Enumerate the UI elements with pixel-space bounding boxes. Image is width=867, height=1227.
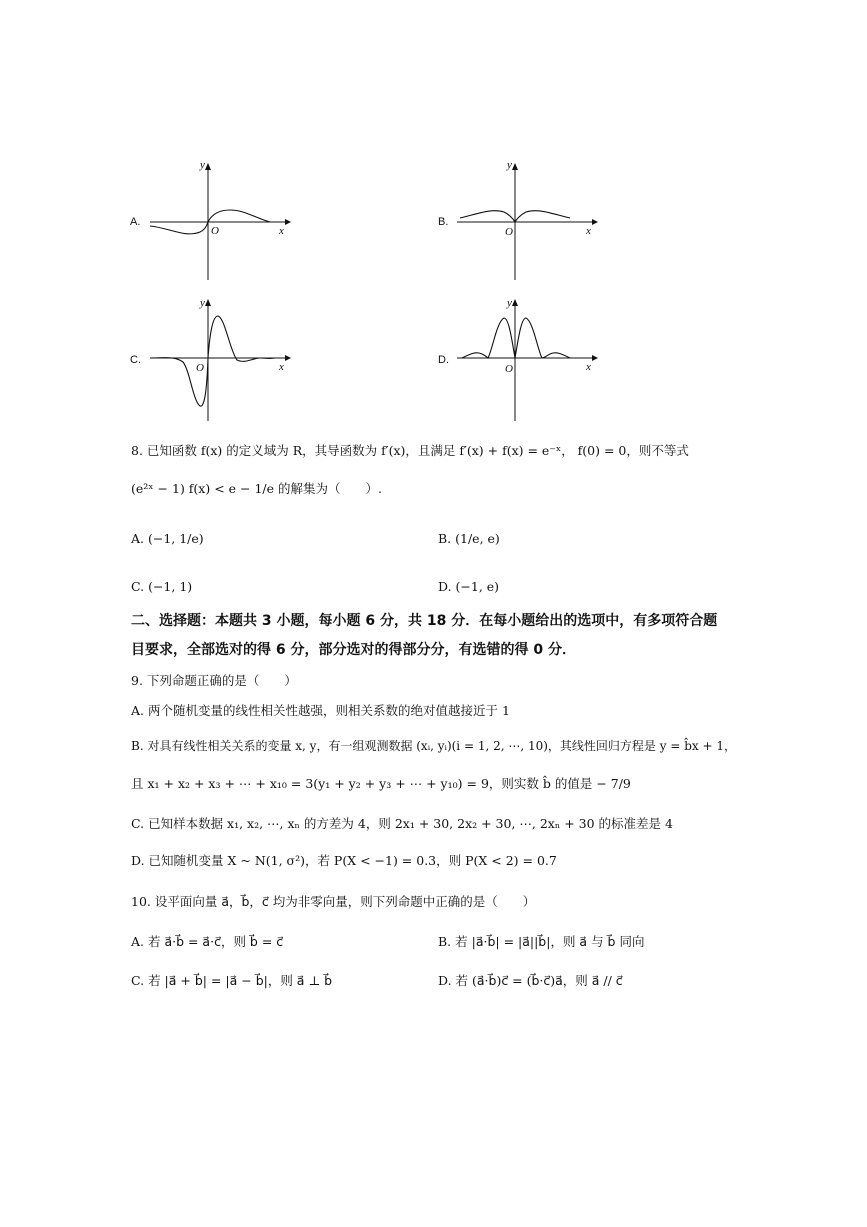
q9-stem: 9. 下列命题正确的是（ ）: [131, 673, 297, 688]
q9-option-c: C. 已知样本数据 x₁, x₂, ⋯, xₙ 的方差为 4，则 2x₁ + 30, 2x₂ + 30, ⋯, 2xₙ + 30 的标准差是 4: [131, 816, 673, 831]
q9-option-a: A. 两个随机变量的线性相关性越强，则相关系数的绝对值越接近于 1: [131, 703, 510, 718]
q10-stem: 10. 设平面向量 a⃗，b⃗，c⃗ 均为非零向量，则下列命题中正确的是（ ）: [131, 894, 536, 909]
option-c-label: C.: [130, 354, 141, 366]
q10-option-a: A. 若 a⃗·b⃗ = a⃗·c⃗，则 b⃗ = c⃗: [131, 934, 284, 949]
section-2-header-line2: 目要求，全部选对的得 6 分，部分选对的得部分分，有选错的得 0 分．: [131, 642, 576, 658]
x-axis-label: x: [586, 361, 591, 373]
graph-a: [145, 160, 295, 285]
q8-stem-line2: (e²ˣ − 1) f(x) < e − 1/e 的解集为（ ）.: [131, 481, 382, 496]
q9-option-d: D. 已知随机变量 X ~ N(1, σ²)，若 P(X < −1) = 0.3，则 P(X < 2) = 0.7: [131, 853, 557, 868]
y-axis-label: y: [507, 297, 512, 309]
q8-option-a: A. (−1, 1/e): [131, 531, 204, 546]
y-axis-label: y: [200, 160, 205, 171]
q8-option-d: D. (−1, e): [438, 579, 500, 594]
option-a-label: A.: [130, 216, 141, 228]
q8-stem-line1: 8. 已知函数 f(x) 的定义域为 R，其导函数为 f′(x)，且满足 f′(x) + f(x) = e⁻ˣ， f(0) = 0，则不等式: [131, 443, 689, 458]
graph-d: [452, 296, 602, 426]
option-d-label: D.: [438, 354, 449, 366]
q9-option-b-line2: 且 x₁ + x₂ + x₃ + ⋯ + x₁₀ = 3(y₁ + y₂ + y₃ + ⋯ + y₁₀) = 9，则实数 b̂ 的值是 − 7/9: [131, 776, 631, 791]
section-2-header-line1: 二、选择题：本题共 3 小题，每小题 6 分，共 18 分．在每小题给出的选项中，有多项符合题: [131, 613, 718, 629]
q10-option-d: D. 若 (a⃗·b⃗)c⃗ = (b⃗·c⃗)a⃗，则 a⃗ // c⃗: [438, 973, 623, 988]
x-axis-label: x: [586, 225, 591, 237]
x-axis-label: x: [279, 225, 284, 237]
origin-label: O: [211, 225, 219, 237]
graph-b: [452, 160, 602, 285]
y-axis-label: y: [200, 297, 205, 309]
origin-label: O: [505, 363, 513, 375]
q10-option-b: B. 若 |a⃗·b⃗| = |a⃗||b⃗|，则 a⃗ 与 b⃗ 同向: [438, 934, 645, 949]
q8-option-c: C. (−1, 1): [131, 579, 193, 594]
origin-label: O: [505, 226, 513, 238]
option-b-label: B.: [438, 216, 449, 228]
graph-c: [145, 296, 295, 426]
y-axis-label: y: [507, 160, 512, 171]
origin-label: O: [196, 362, 204, 374]
q9-option-b-line1: B. 对具有线性相关关系的变量 x, y，有一组观测数据 (xᵢ, yᵢ)(i = 1, 2, ⋯, 10)，其线性回归方程是 y = b̂x + 1，: [131, 739, 736, 753]
x-axis-label: x: [279, 361, 284, 373]
q10-option-c: C. 若 |a⃗ + b⃗| = |a⃗ − b⃗|，则 a⃗ ⊥ b⃗: [131, 973, 333, 988]
q8-option-b: B. (1/e, e): [438, 531, 500, 546]
